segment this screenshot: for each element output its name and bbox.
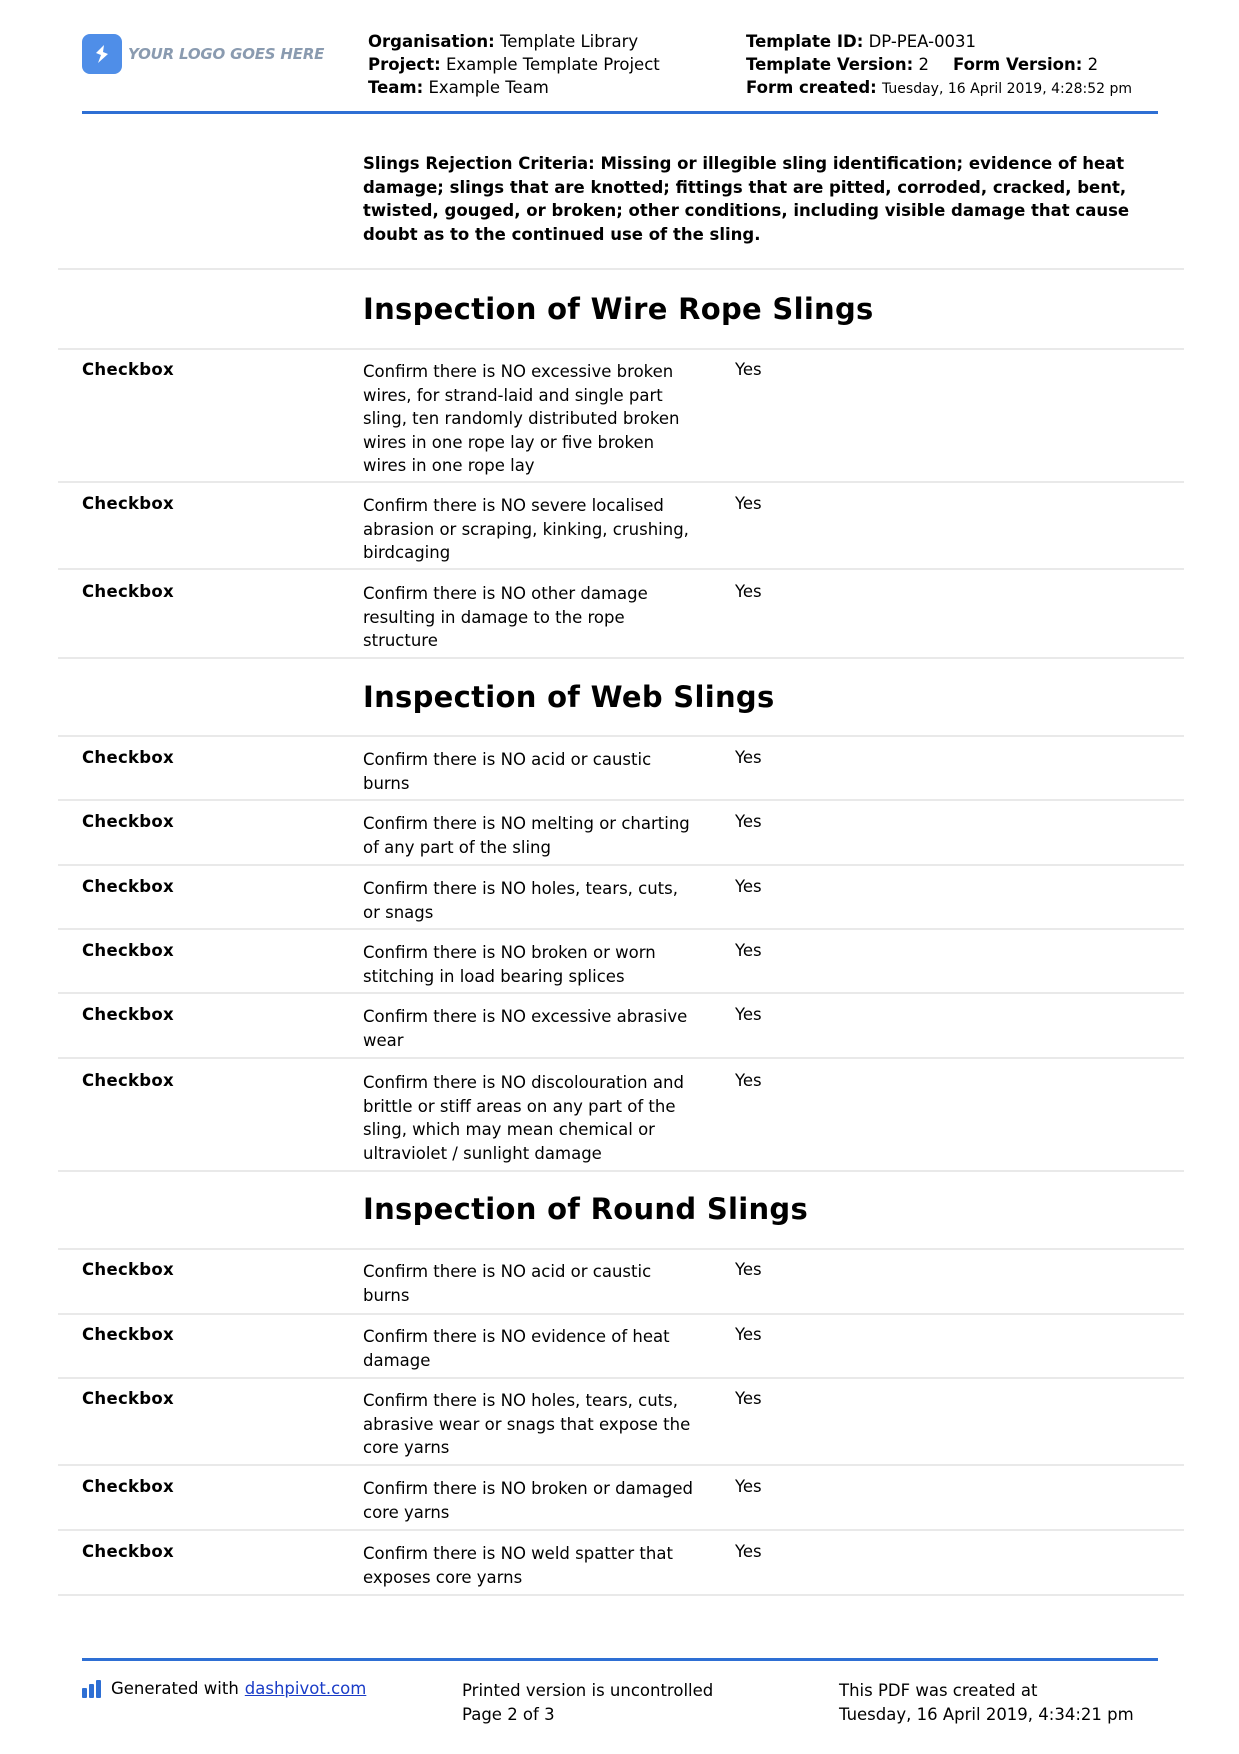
organisation-label: Organisation: xyxy=(368,32,495,51)
team-label: Team: xyxy=(368,78,424,97)
print-notice xyxy=(462,1679,713,1726)
uncontrolled-text: Printed version is uncontrolled xyxy=(462,1681,714,1700)
rejection-criteria: Slings Rejection Criteria: Missing or illegible sling identification; evidence of heat damage; slings that are knotted; fittings that are pitted, corroded, cracked, bent, twisted, gouged, or broken; other conditions, including visible damage that cause doubt as to the continued use of the sling. xyxy=(363,154,1130,244)
question-text: Confirm there is NO broken or worn stitching in load bearing splices xyxy=(363,943,656,986)
checkbox-label[interactable]: Checkbox xyxy=(82,877,174,896)
answer-value: Yes xyxy=(735,1071,762,1090)
answer-value: Yes xyxy=(735,748,762,767)
logo-text: YOUR LOGO GOES HERE xyxy=(128,45,325,63)
checkbox-label[interactable]: Checkbox xyxy=(82,494,174,513)
divider xyxy=(58,799,1184,801)
checkbox-label[interactable]: Checkbox xyxy=(82,812,174,831)
header-meta-left xyxy=(368,30,660,99)
question-text: Confirm there is NO other damage resulting in damage to the rope structure xyxy=(363,584,648,650)
answer-value: Yes xyxy=(735,877,762,896)
question-text: Confirm there is NO excessive abrasive wear xyxy=(363,1007,688,1050)
question-text: Confirm there is NO evidence of heat damage xyxy=(363,1327,670,1370)
answer-value: Yes xyxy=(735,812,762,831)
section-title-wire-rope: Inspection of Wire Rope Slings xyxy=(363,292,874,326)
page-header xyxy=(82,28,1158,114)
pdf-created-date: Tuesday, 16 April 2019, 4:34:21 pm xyxy=(839,1704,1134,1724)
template-version-label: Template Version: xyxy=(746,55,914,74)
answer-value: Yes xyxy=(735,1389,762,1408)
question-text: Confirm there is NO melting or charting of any part of the sling xyxy=(363,814,690,857)
divider xyxy=(58,657,1184,659)
answer-value: Yes xyxy=(735,494,762,513)
section-title-web-slings: Inspection of Web Slings xyxy=(363,680,775,714)
answer-value: Yes xyxy=(735,360,762,379)
divider xyxy=(58,481,1184,483)
checkbox-label[interactable]: Checkbox xyxy=(82,748,174,767)
divider xyxy=(58,1377,1184,1379)
generated-with xyxy=(82,1679,366,1698)
checkbox-label[interactable]: Checkbox xyxy=(82,1477,174,1496)
question-text: Confirm there is NO acid or caustic burns xyxy=(363,750,652,793)
generated-prefix: Generated with xyxy=(111,1679,239,1698)
template-id-value: DP-PEA-0031 xyxy=(868,32,977,51)
logo xyxy=(82,34,324,74)
dashpivot-link[interactable]: dashpivot.com xyxy=(244,1679,367,1698)
divider xyxy=(58,1170,1184,1172)
checkbox-label[interactable]: Checkbox xyxy=(82,1071,174,1090)
form-created-label: Form created: xyxy=(746,78,877,97)
question-text: Confirm there is NO broken or damaged core yarns xyxy=(363,1479,693,1522)
organisation-value: Template Library xyxy=(499,32,639,51)
checkbox-label[interactable]: Checkbox xyxy=(82,1542,174,1561)
divider xyxy=(58,1464,1184,1466)
header-meta-right xyxy=(746,30,1132,101)
template-id-label: Template ID: xyxy=(746,32,864,51)
question-text: Confirm there is NO acid or caustic burns xyxy=(363,1262,652,1305)
checkbox-label[interactable]: Checkbox xyxy=(82,1005,174,1024)
logo-icon xyxy=(82,34,122,74)
divider xyxy=(58,735,1184,737)
divider xyxy=(58,268,1184,270)
checkbox-label[interactable]: Checkbox xyxy=(82,1325,174,1344)
answer-value: Yes xyxy=(735,1477,762,1496)
answer-value: Yes xyxy=(735,1005,762,1024)
divider xyxy=(58,1529,1184,1531)
divider xyxy=(58,1057,1184,1059)
pdf-created-label: This PDF was created at xyxy=(839,1681,1038,1700)
checkbox-label[interactable]: Checkbox xyxy=(82,1389,174,1408)
question-text: Confirm there is NO excessive broken wires, for strand-laid and single part sling, ten randomly distributed broken wires in one rope lay or five broken wires in one rope lay xyxy=(363,362,680,475)
divider xyxy=(58,1313,1184,1315)
divider xyxy=(58,864,1184,866)
pdf-created xyxy=(839,1679,1134,1726)
question-text: Confirm there is NO holes, tears, cuts, abrasive wear or snags that expose the core yarns xyxy=(363,1391,691,1457)
form-version-label: Form Version: xyxy=(952,55,1083,74)
answer-value: Yes xyxy=(735,941,762,960)
divider xyxy=(58,348,1184,350)
answer-value: Yes xyxy=(735,1325,762,1344)
checkbox-label[interactable]: Checkbox xyxy=(82,360,174,379)
question-text: Confirm there is NO weld spatter that exposes core yarns xyxy=(363,1544,673,1587)
template-version-value: 2 xyxy=(918,55,929,74)
checkbox-label[interactable]: Checkbox xyxy=(82,941,174,960)
divider xyxy=(58,568,1184,570)
checkbox-label[interactable]: Checkbox xyxy=(82,1260,174,1279)
divider xyxy=(58,928,1184,930)
divider xyxy=(58,992,1184,994)
answer-value: Yes xyxy=(735,1542,762,1561)
page-footer xyxy=(82,1658,1158,1724)
answer-value: Yes xyxy=(735,582,762,601)
divider xyxy=(58,1594,1184,1596)
team-value: Example Team xyxy=(428,78,549,97)
project-value: Example Template Project xyxy=(445,55,660,74)
project-label: Project: xyxy=(368,55,441,74)
question-text: Confirm there is NO holes, tears, cuts, or snags xyxy=(363,879,678,922)
divider xyxy=(58,1248,1184,1250)
form-created-value: Tuesday, 16 April 2019, 4:28:52 pm xyxy=(882,81,1133,97)
form-version-value: 2 xyxy=(1087,55,1099,74)
answer-value: Yes xyxy=(735,1260,762,1279)
dashpivot-icon xyxy=(82,1680,103,1698)
question-text: Confirm there is NO discolouration and brittle or stiff areas on any part of the sling, which may mean chemical or ultraviolet / sunlight damage xyxy=(363,1073,684,1163)
section-title-round-slings: Inspection of Round Slings xyxy=(363,1192,809,1226)
question-text: Confirm there is NO severe localised abrasion or scraping, kinking, crushing, birdcaging xyxy=(363,496,689,562)
checkbox-label[interactable]: Checkbox xyxy=(82,582,174,601)
page-number: Page 2 of 3 xyxy=(462,1704,555,1724)
